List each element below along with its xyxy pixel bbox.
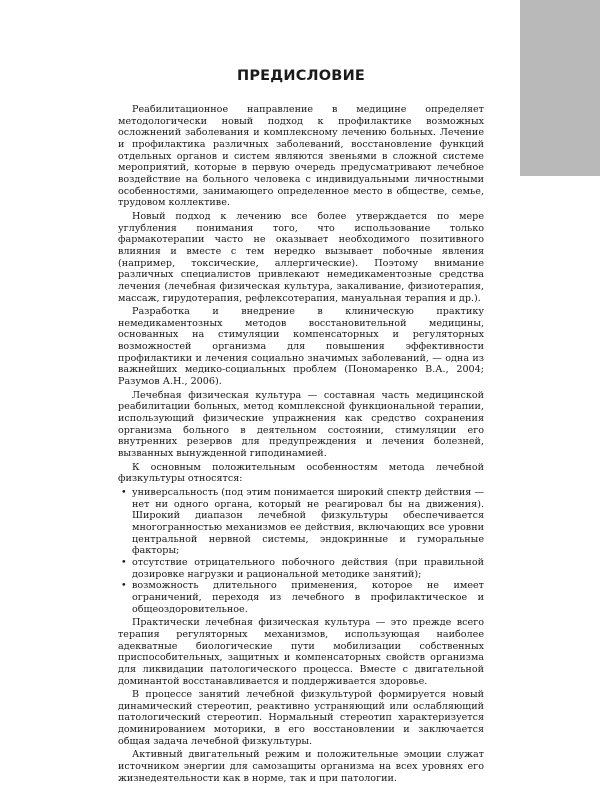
- list-item-long-term-use: • возможность длительного применения, которое не имеет ограничений, переходя из лечебного в профилактическое и общеоздоровительное.: [118, 580, 484, 615]
- page-title: ПРЕДИСЛОВИЕ: [236, 68, 366, 84]
- paragraph-4: Лечебная физическая культура — составная часть медицинской реабилитации больных, метод комплексной функциональной терапии, использующий физические упражнения как средство сохранения организма больного в деятельном состоянии, стимуляции его внутренних резервов для предупреждения и лечения болезней, вызванных вынужденной гиподинамией.: [118, 389, 484, 460]
- features-list: [118, 487, 484, 615]
- paragraph-5: К основным положительным особенностям метода лечебной физкультуры относятся:: [118, 461, 484, 485]
- paragraph-6: Практически лечебная физическая культура — это прежде всего терапия регуляторных механизмов, использующая наиболее адекватные биологические пути мобилизации собственных приспособительных, защитных и компенсаторных свойств организма для ликвидации патологического процесса. Вместе с двигательной доминантой восстанавливается и поддерживается здоровье.: [118, 617, 484, 687]
- paragraph-3: Разработка и внедрение в клиническую практику немедикаментозных методов восстановительной медицины, основанных на стимуляции компенсаторных и регуляторных возможностей организма для повышения эффективности профилактики и лечения социально значимых заболеваний, — одна из важнейших медико-социальных проблем (Пономаренко В.А., 2004; Разумов А.Н., 2006).: [118, 306, 484, 388]
- list-item-no-side-effects: • отсутствие отрицательного побочного действия (при правильной дозировке нагрузки и рациональной методике занятий);: [118, 557, 484, 580]
- paragraph-8: Активный двигательный режим и положительные эмоции служат источником энергии для самозащиты организма на всех уровнях его жизнедеятельности как в норме, так и при патологии.: [118, 749, 484, 784]
- page-edge-tab: [520, 0, 600, 176]
- paragraph-1: Реабилитационное направление в медицине определяет методологически новый подход к профилактике возможных осложнений заболевания и комплексному лечению больных. Лечение и профилактика различных заболеваний, восстановление функций отдельных органов и систем являются звеньями в сложной системе мероприятий, которые в первую очередь предусматривают лечебное воздействие на больного человека с индивидуальными личностными особенностями, занимающего определенное место в обществе, семье, трудовом коллективе.: [118, 104, 484, 209]
- paragraph-7: В процессе занятий лечебной физкультурой формируется новый динамический стереотип, реактивно устраняющий или ослабляющий патологический стереотип. Нормальный стереотип характеризуется доминированием моторики, в его восстановлении и заключается общая задача лечебной физкультуры.: [118, 689, 484, 747]
- page-content: [118, 68, 484, 786]
- list-item-universality: • универсальность (под этим понимается широкий спектр действия — нет ни одного органа, который не реагировал бы на движения). Широкий диапазон лечебной физкультуры обеспечивается многогранностью механизмов ее действия, включающих все уровни центральной нервной системы, эндокринные и гуморальные факторы;: [118, 487, 484, 557]
- paragraph-2: Новый подход к лечению все более утверждается по мере углубления понимания того, что использование только фармакотерапии часто не оказывает необходимого позитивного влияния и вместе с тем нередко вызывает побочные явления (например, токсические, аллергические). Поэтому внимание различных специалистов привлекают немедикаментозные средства лечения (лечебная физическая культура, закаливание, физиотерапия, массаж, гирудотерапия, рефлексотерапия, мануальная терапия и др.).: [118, 210, 484, 304]
